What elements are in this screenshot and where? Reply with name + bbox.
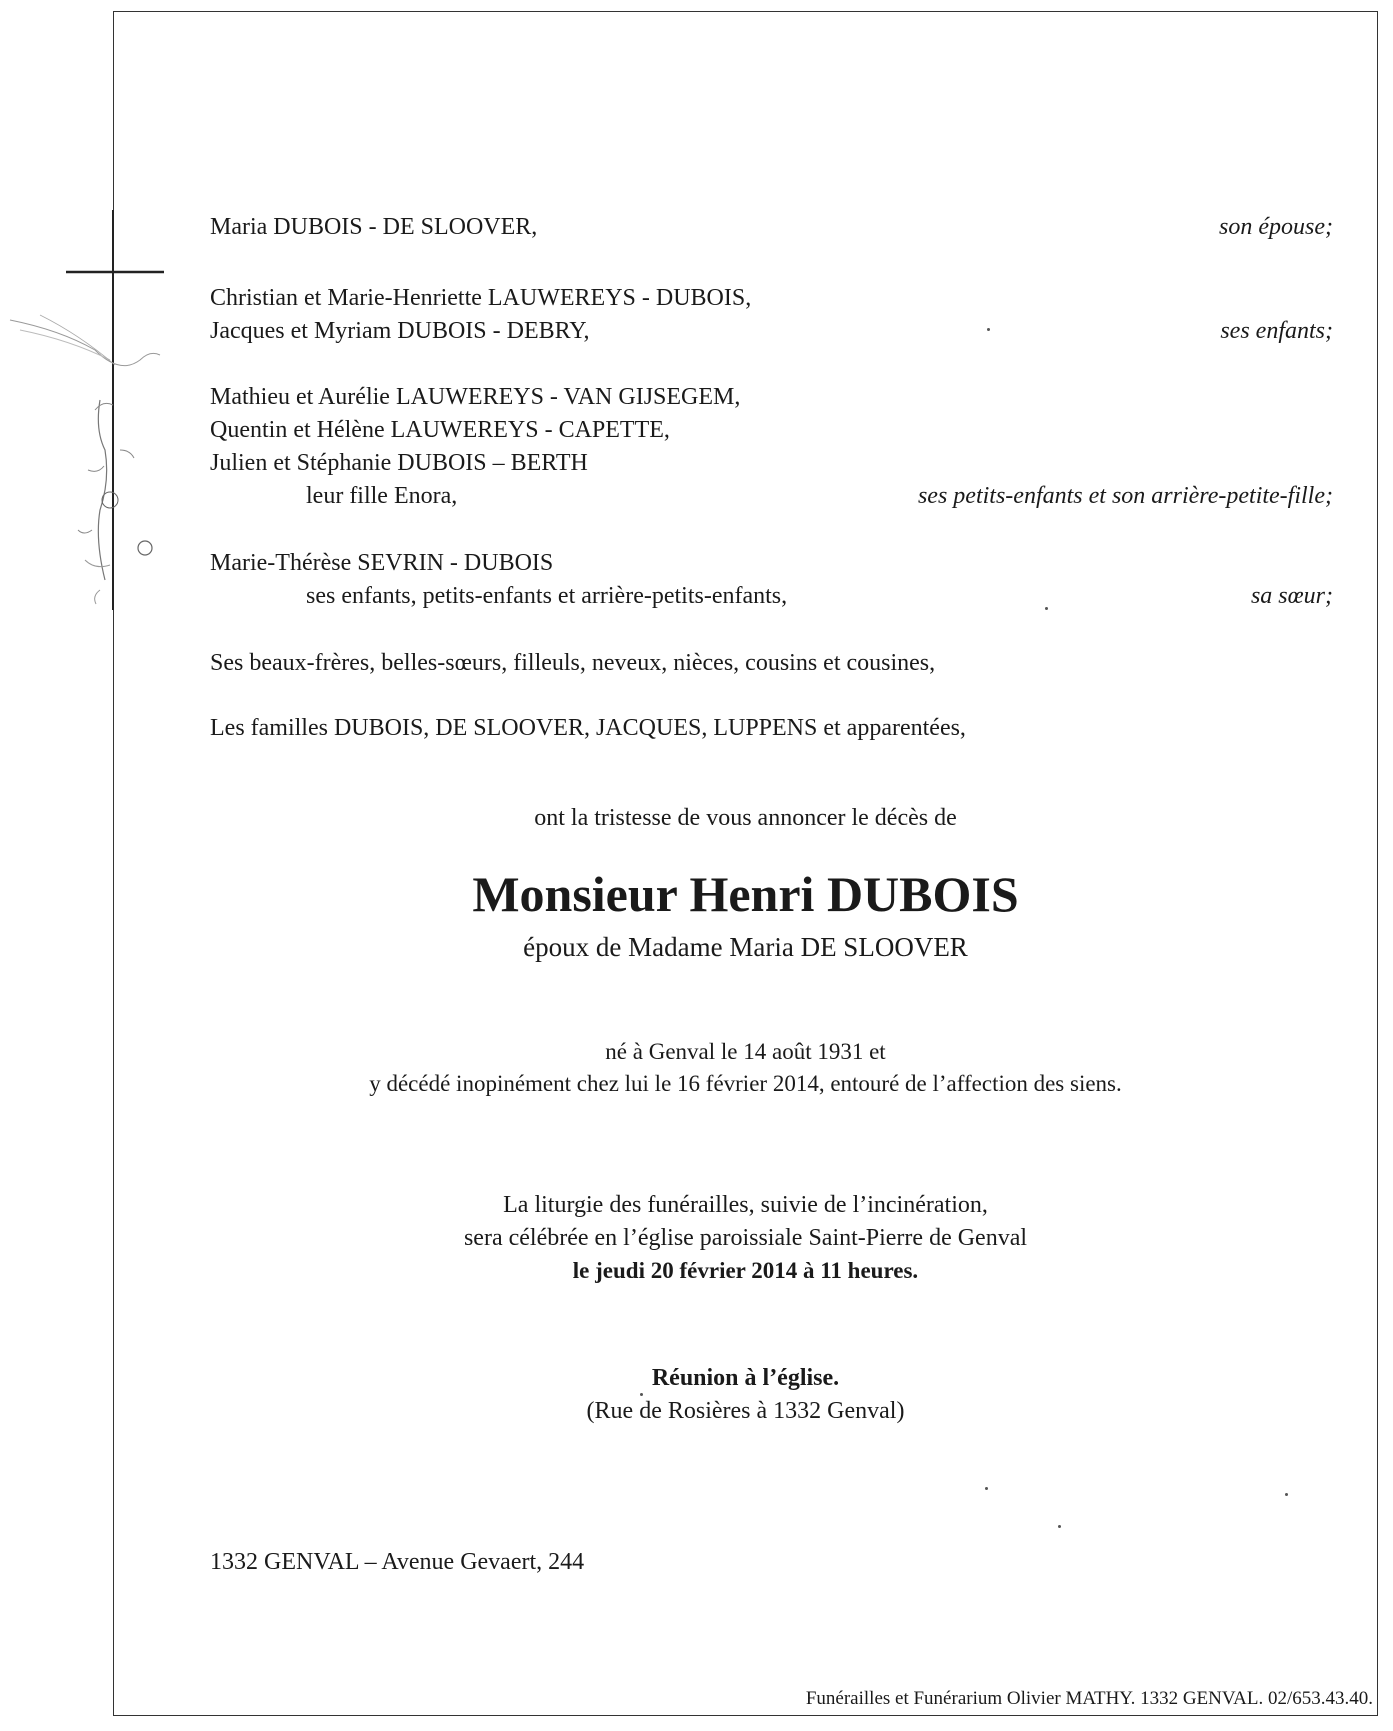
scan-speck (1058, 1525, 1061, 1528)
relation-sister: sa sœur; (1250, 583, 1333, 609)
funeral-home-footer: Funérailles et Funérarium Olivier MATHY. 1332 GENVAL. 02/653.43.40. (805, 1688, 1373, 1709)
grandchildren-line-3: Julien et Stéphanie DUBOIS – BERTH (210, 450, 588, 476)
deceased-spouse: époux de Madame Maria DE SLOOVER (523, 932, 968, 962)
grandchildren-line-2: Quentin et Hélène LAUWEREYS - CAPETTE, (210, 417, 670, 443)
sister-line-1: Marie-Thérèse SEVRIN - DUBOIS (210, 550, 554, 576)
scan-speck (1045, 607, 1048, 610)
extended-family-line-1: Ses beaux-frères, belles-sœurs, filleuls, neveux, nièces, cousins et cousines, (210, 650, 936, 676)
home-address: 1332 GENVAL – Avenue Gevaert, 244 (210, 1549, 585, 1575)
scan-speck (1285, 1493, 1288, 1496)
grandchildren-line-4: leur fille Enora, (306, 483, 458, 509)
scan-speck (987, 328, 990, 331)
ceremony-date: le jeudi 20 février 2014 à 11 heures. (572, 1258, 919, 1283)
announcement-text: ont la tristesse de vous annoncer le décès de (534, 805, 957, 831)
relation-grandchildren: ses petits-enfants et son arrière-petite-fille; (917, 483, 1333, 509)
spouse-line: Maria DUBOIS - DE SLOOVER, (210, 214, 538, 240)
ceremony-line-1: La liturgie des funérailles, suivie de l’incinération, (503, 1192, 988, 1218)
birth-line: né à Genval le 14 août 1931 et (605, 1039, 886, 1064)
meeting-text: Réunion à l’église. (651, 1365, 840, 1391)
deceased-name: Monsieur Henri DUBOIS (472, 866, 1019, 922)
scan-speck (985, 1487, 988, 1490)
cross-flower-icon (0, 210, 190, 650)
scan-speck (640, 1393, 643, 1396)
extended-family-line-2: Les familles DUBOIS, DE SLOOVER, JACQUES, LUPPENS et apparentées, (210, 715, 966, 741)
sister-line-2: ses enfants, petits-enfants et arrière-petits-enfants, (306, 583, 788, 609)
children-line-2: Jacques et Myriam DUBOIS - DEBRY, (210, 318, 590, 344)
death-line: y décédé inopinément chez lui le 16 février 2014, entouré de l’affection des siens. (369, 1071, 1122, 1096)
ceremony-line-2: sera célébrée en l’église paroissiale Saint-Pierre de Genval (463, 1225, 1028, 1251)
relation-children: ses enfants; (1220, 318, 1333, 344)
relation-spouse: son épouse; (1219, 214, 1333, 240)
grandchildren-line-1: Mathieu et Aurélie LAUWEREYS - VAN GIJSEGEM, (210, 384, 741, 410)
meeting-address: (Rue de Rosières à 1332 Genval) (586, 1398, 905, 1424)
children-line-1: Christian et Marie-Henriette LAUWEREYS - DUBOIS, (210, 285, 752, 311)
card-border (113, 11, 1378, 1716)
